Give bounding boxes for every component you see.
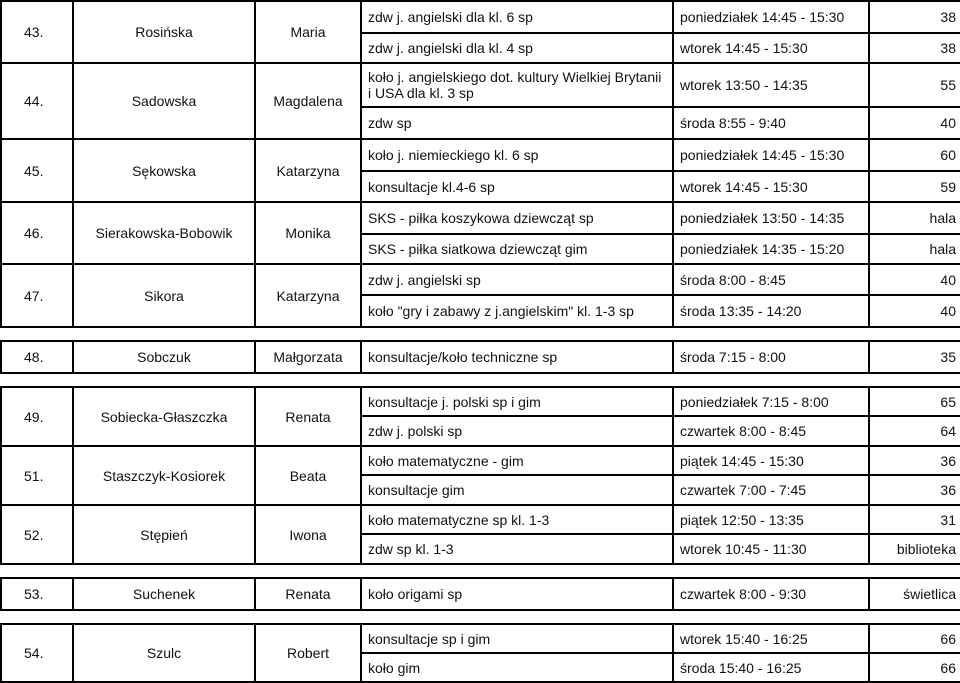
row-number: 49. (1, 387, 73, 446)
teacher-surname: Staszczyk-Kosiorek (73, 446, 255, 505)
activity-room: 64 (869, 416, 960, 446)
row-number: 51. (1, 446, 73, 505)
activity-room: hala (869, 202, 960, 234)
activity-room: 35 (869, 341, 960, 373)
teacher-first-name: Renata (255, 387, 361, 446)
row-separator (1, 327, 960, 341)
table-row (1, 202, 960, 234)
activity-time: czwartek 7:00 - 7:45 (673, 475, 869, 505)
activity-time: środa 8:00 - 8:45 (673, 264, 869, 295)
activity-time: środa 15:40 - 16:25 (673, 653, 869, 682)
activity-name: koło j. angielskiego dot. kultury Wielkiej Brytanii i USA dla kl. 3 sp (361, 63, 673, 107)
teacher-first-name: Katarzyna (255, 139, 361, 202)
activity-name: konsultacje sp i gim (361, 624, 673, 653)
activity-time: poniedziałek 7:15 - 8:00 (673, 387, 869, 416)
row-number: 47. (1, 264, 73, 327)
table-row (1, 624, 960, 653)
activity-time: wtorek 13:50 - 14:35 (673, 63, 869, 107)
teacher-surname: Szulc (73, 624, 255, 682)
teacher-surname: Sobczuk (73, 341, 255, 373)
activity-room: 55 (869, 63, 960, 107)
teacher-surname: Suchenek (73, 578, 255, 610)
activity-room: 40 (869, 295, 960, 327)
activity-time: piątek 12:50 - 13:35 (673, 505, 869, 534)
table-row (1, 63, 960, 107)
activity-room: 59 (869, 171, 960, 202)
teacher-first-name: Iwona (255, 505, 361, 564)
activity-room: 40 (869, 264, 960, 295)
table-row (1, 1, 960, 33)
activity-time: środa 8:55 - 9:40 (673, 107, 869, 139)
activity-time: środa 13:35 - 14:20 (673, 295, 869, 327)
teacher-surname: Sadowska (73, 63, 255, 139)
row-number: 48. (1, 341, 73, 373)
activity-name: konsultacje gim (361, 475, 673, 505)
activity-room: biblioteka (869, 534, 960, 564)
activity-room: 66 (869, 653, 960, 682)
activity-room: świetlica (869, 578, 960, 610)
activity-room: 36 (869, 475, 960, 505)
activity-time: wtorek 15:40 - 16:25 (673, 624, 869, 653)
activity-time: wtorek 10:45 - 11:30 (673, 534, 869, 564)
table-row (1, 341, 960, 373)
activity-time: czwartek 8:00 - 8:45 (673, 416, 869, 446)
teacher-first-name: Renata (255, 578, 361, 610)
row-number: 46. (1, 202, 73, 264)
row-number: 52. (1, 505, 73, 564)
activity-time: wtorek 14:45 - 15:30 (673, 33, 869, 63)
table-row (1, 264, 960, 295)
row-number: 43. (1, 1, 73, 63)
activity-time: wtorek 14:45 - 15:30 (673, 171, 869, 202)
table-row (1, 505, 960, 534)
row-number: 45. (1, 139, 73, 202)
activity-time: poniedziałek 14:45 - 15:30 (673, 1, 869, 33)
activity-room: 60 (869, 139, 960, 171)
row-number: 54. (1, 624, 73, 682)
row-separator (1, 373, 960, 387)
row-separator (1, 564, 960, 578)
activity-name: koło origami sp (361, 578, 673, 610)
activity-room: 31 (869, 505, 960, 534)
activity-room: 38 (869, 33, 960, 63)
activity-room: 66 (869, 624, 960, 653)
activity-name: zdw j. polski sp (361, 416, 673, 446)
teacher-first-name: Małgorzata (255, 341, 361, 373)
table-row (1, 387, 960, 416)
row-separator (1, 610, 960, 624)
teacher-surname: Sierakowska-Bobowik (73, 202, 255, 264)
row-number: 44. (1, 63, 73, 139)
teacher-first-name: Beata (255, 446, 361, 505)
activity-name: koło matematyczne - gim (361, 446, 673, 475)
activity-time: czwartek 8:00 - 9:30 (673, 578, 869, 610)
teacher-first-name: Maria (255, 1, 361, 63)
activity-time: środa 7:15 - 8:00 (673, 341, 869, 373)
activity-name: koło matematyczne sp kl. 1-3 (361, 505, 673, 534)
teacher-surname: Rosińska (73, 1, 255, 63)
activity-room: hala (869, 234, 960, 264)
activity-name: SKS - piłka koszykowa dziewcząt sp (361, 202, 673, 234)
teacher-first-name: Katarzyna (255, 264, 361, 327)
activity-time: poniedziałek 13:50 - 14:35 (673, 202, 869, 234)
activity-name: koło gim (361, 653, 673, 682)
activity-name: koło j. niemieckiego kl. 6 sp (361, 139, 673, 171)
activity-name: koło "gry i zabawy z j.angielskim" kl. 1-3 sp (361, 295, 673, 327)
row-number: 53. (1, 578, 73, 610)
activity-name: zdw sp kl. 1-3 (361, 534, 673, 564)
teacher-first-name: Magdalena (255, 63, 361, 139)
activity-name: konsultacje kl.4-6 sp (361, 171, 673, 202)
activity-name: zdw j. angielski sp (361, 264, 673, 295)
teacher-first-name: Robert (255, 624, 361, 682)
activity-name: zdw sp (361, 107, 673, 139)
activity-time: poniedziałek 14:35 - 15:20 (673, 234, 869, 264)
activity-name: konsultacje j. polski sp i gim (361, 387, 673, 416)
teacher-first-name: Monika (255, 202, 361, 264)
activity-room: 65 (869, 387, 960, 416)
teacher-surname: Sobiecka-Głaszczka (73, 387, 255, 446)
activity-room: 36 (869, 446, 960, 475)
teacher-surname: Sękowska (73, 139, 255, 202)
activity-time: piątek 14:45 - 15:30 (673, 446, 869, 475)
activity-name: konsultacje/koło techniczne sp (361, 341, 673, 373)
activity-room: 38 (869, 1, 960, 33)
teacher-surname: Stępień (73, 505, 255, 564)
activity-name: SKS - piłka siatkowa dziewcząt gim (361, 234, 673, 264)
activity-time: poniedziałek 14:45 - 15:30 (673, 139, 869, 171)
activity-room: 40 (869, 107, 960, 139)
activity-name: zdw j. angielski dla kl. 4 sp (361, 33, 673, 63)
table-row (1, 578, 960, 610)
table-row (1, 139, 960, 171)
teacher-surname: Sikora (73, 264, 255, 327)
activity-name: zdw j. angielski dla kl. 6 sp (361, 1, 673, 33)
table-row (1, 446, 960, 475)
